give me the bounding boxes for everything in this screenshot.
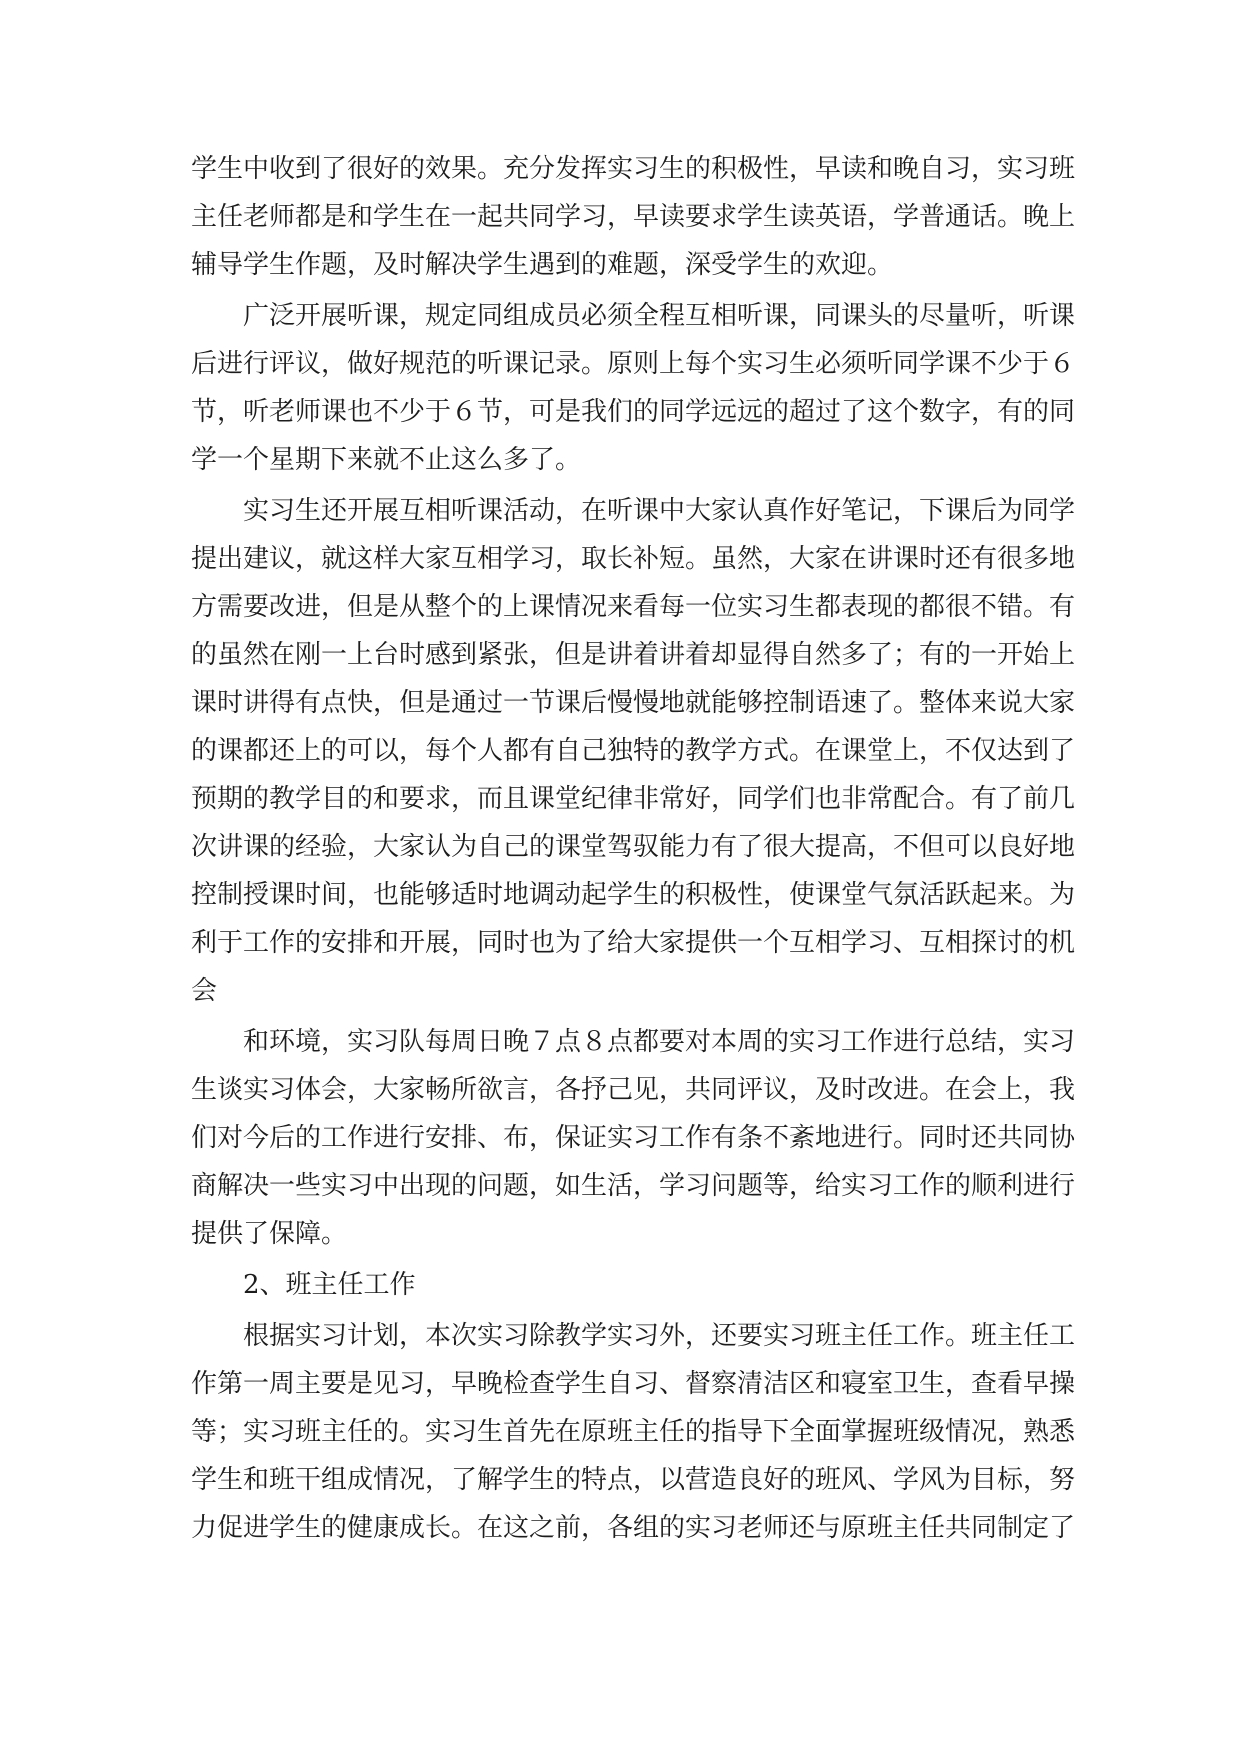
text-line: 课时讲得有点快，但是通过一节课后慢慢地就能够控制语速了。整体来说大家 <box>191 688 1076 718</box>
text-line: 广泛开展听课，规定同组成员必须全程互相听课，同课头的尽量听，听课 <box>243 301 1076 331</box>
paragraph <box>191 1018 1076 1258</box>
text-line: 学生和班干组成情况，了解学生的特点，以营造良好的班风、学风为目标，努 <box>191 1465 1076 1495</box>
paragraph <box>191 487 1076 1015</box>
text-line: 等；实习班主任的。实习生首先在原班主任的指导下全面掌握班级情况，熟悉 <box>191 1417 1076 1447</box>
text-line: 和环境，实习队每周日晚７点８点都要对本周的实习工作进行总结，实习 <box>243 1027 1076 1057</box>
text-line: 实习生还开展互相听课活动，在听课中大家认真作好笔记，下课后为同学 <box>243 496 1076 526</box>
text-line: 学生中收到了很好的效果。充分发挥实习生的积极性，早读和晚自习，实习班 <box>191 154 1076 184</box>
text-line: 方需要改进，但是从整个的上课情况来看每一位实习生都表现的都很不错。有 <box>191 592 1076 622</box>
paragraph <box>191 1261 1055 1309</box>
text-line: 的课都还上的可以，每个人都有自己独特的教学方式。在课堂上，不仅达到了 <box>191 736 1076 766</box>
text-line: 根据实习计划，本次实习除教学实习外，还要实习班主任工作。班主任工 <box>243 1321 1076 1351</box>
text-line: 节，听老师课也不少于６节，可是我们的同学远远的超过了这个数字，有的同 <box>191 397 1076 427</box>
text-line: 作第一周主要是见习，早晚检查学生自习、督察清洁区和寝室卫生，查看早操 <box>191 1369 1076 1399</box>
text-line: 生谈实习体会，大家畅所欲言，各抒己见，共同评议，及时改进。在会上，我 <box>191 1075 1076 1105</box>
text-line: 提供了保障。 <box>191 1219 348 1249</box>
text-line: 商解决一些实习中出现的问题，如生活，学习问题等，给实习工作的顺利进行 <box>191 1171 1076 1201</box>
text-line: 控制授课时间，也能够适时地调动起学生的积极性，使课堂气氛活跃起来。为 <box>191 880 1076 910</box>
document-body <box>191 145 1076 1552</box>
text-line: 们对今后的工作进行安排、布，保证实习工作有条不紊地进行。同时还共同协 <box>191 1123 1076 1153</box>
text-line: 的虽然在刚一上台时感到紧张，但是讲着讲着却显得自然多了；有的一开始上 <box>191 640 1076 670</box>
text-line: 次讲课的经验，大家认为自己的课堂驾驭能力有了很大提高，不但可以良好地 <box>191 832 1076 862</box>
text-line: 力促进学生的健康成长。在这之前，各组的实习老师还与原班主任共同制定了 <box>191 1513 1076 1543</box>
text-line: 学一个星期下来就不止这么多了。 <box>191 445 582 475</box>
text-line: 辅导学生作题，及时解决学生遇到的难题，深受学生的欢迎。 <box>191 250 894 280</box>
text-line: 后进行评议，做好规范的听课记录。原则上每个实习生必须听同学课不少于６ <box>191 349 1076 379</box>
paragraph <box>191 292 1076 484</box>
text-line: 利于工作的安排和开展，同时也为了给大家提供一个互相学习、互相探讨的机 <box>191 928 1076 958</box>
text-line: 预期的教学目的和要求，而且课堂纪律非常好，同学们也非常配合。有了前几 <box>191 784 1076 814</box>
text-line: 2、班主任工作 <box>243 1270 416 1300</box>
text-line: 主任老师都是和学生在一起共同学习，早读要求学生读英语，学普通话。晚上 <box>191 202 1076 232</box>
paragraph <box>191 145 1076 289</box>
text-line: 会 <box>191 976 218 1006</box>
text-line: 提出建议，就这样大家互相学习，取长补短。虽然，大家在讲课时还有很多地 <box>191 544 1076 574</box>
paragraph <box>191 1312 1076 1552</box>
